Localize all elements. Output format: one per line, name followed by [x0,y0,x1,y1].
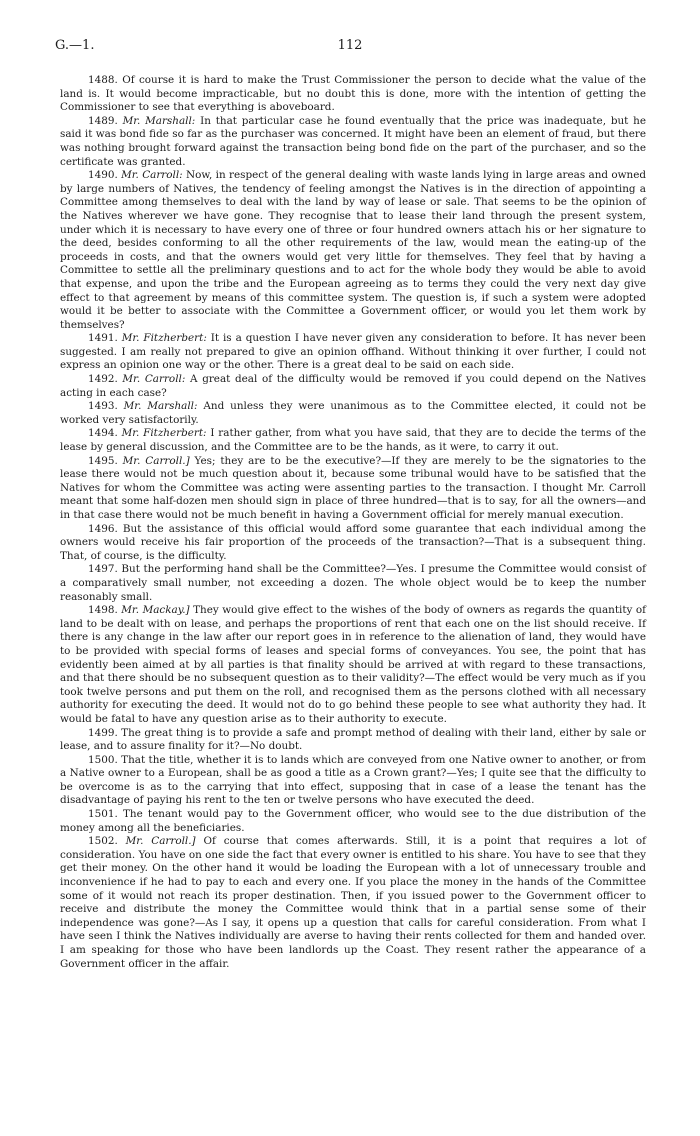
paragraph-text: But the assistance of this official would afford some guarantee that each individual among the owners would receive his fair proportion of the proceeds of the transaction?—That is a subsequent thing. That, of course, is the difficulty. [60,522,647,562]
paragraph [60,604,646,726]
paragraph [60,727,646,754]
paragraph [60,115,646,169]
question-number: 1491. [88,332,118,345]
paragraph-text: In that particular case he found eventually that the price was inadequate, but he said it was bond fide so far as the purchaser was concerned. It might have been an element of fraud, but there was nothing brought forward against the transaction being bond fide on the part of the purchaser, and so the certificate was granted. [60,114,646,168]
paragraph-text: But the performing hand shall be the Committee?—Yes. I presume the Committee would consist of a comparatively small number, not exceeding a dozen. The whole object would be to keep the number reasonably small. [60,563,646,603]
paragraph-text: Of course it is hard to make the Trust Commissioner the person to decide what the value of the land is. It would become impracticable, but no doubt this is done, more with the intention of getting the Commissioner to see that everything is aboveboard. [60,74,646,114]
paragraph-text: The tenant would pay to the Government officer, who would see to the due distribution of the money among all the beneficiaries. [60,808,646,834]
question-number: 1489. [88,114,118,127]
paragraph [60,808,646,835]
paragraph [60,427,646,454]
paragraph [60,400,646,427]
speaker: Mr. Carroll: [122,373,186,386]
question-number: 1502. [88,835,118,848]
page-header [55,38,645,58]
paragraph-text: Now, in respect of the general dealing with waste lands lying in large areas and owned by large numbers of Natives, the tendency of feeling amongst the Natives is in the direction of appointing a Committee among themselves to deal with the land by way of lease or sale. That seems to be the opinion of the Natives wherever we have gone. They recognise that to lease their land through the present system, under which it is necessary to have every one of three or four hundred owners attach his or her signature to the deed, besides conforming to all the other requirements of the law, would mean the eating-up of the proceeds in costs, and that the owners would get very little for themselves. They feel that by having a Committee to settle all the preliminary questions and to act for the whole body they would be able to avoid that expense, and upon the tribe and the European agreeing as to terms they could the very next day give effect to that agreement by means of this committee system. The question is, if such a system were adopted would it be better to associate with the Committee a Government officer, or would you let them work by themselves? [60,169,647,331]
paragraph-text: They would give effect to the wishes of the body of owners as regards the quantity of land to be dealt with on lease, and perhaps the proportions of rent that each one on the list should receive. If there is any change in the law after our report goes in in reference to the alienation of land, they would have to be provided with special forms of leases and special forms of conveyances. You see, the point that has evidently been aimed at by all parties is that finality should be arrived at with regard to these transactions, and that there should be no subsequent question as to their validity?—The effect would be very much as if you took twelve persons and put them on the roll, and recognised them as the persons clothed with all necessary authority for executing the deed. It would not do to go behind these people to see what authority they had. It would be fatal to have any question arise as to their authority to execute. [60,604,646,725]
speaker: Mr. Marshall: [122,114,196,127]
paragraph [60,835,646,971]
paragraph [60,332,646,373]
question-number: 1498. [88,604,118,617]
question-number: 1500. [88,753,118,766]
paragraph-text: Of course that comes afterwards. Still, it is a point that requires a lot of consideration. You have on one side the fact that every owner is entitled to his share. You have to see that they get their money. On the other hand it would be loading the European with a lot of unnecessary trouble and inconvenience if he had to pay to each and every one. If you place the money in the hands of the Committee some of it would not reach its proper destination. Then, if you issued power to the Government officer to receive and distribute the money the Committee would think that in a partial sense some of their independence was gone?—As I say, it opens up a question that calls for careful consideration. From what I have seen I think the Natives individually are averse to having their rents collected for them and handed over. I am speaking for those who have been landlords up the Coast. They resent rather the appearance of a Government officer in the affair. [60,835,646,970]
speaker: Mr. Mackay.] [121,604,190,617]
paragraph [60,169,646,332]
speaker: Mr. Fitzherbert: [121,332,207,345]
paragraph-text: I rather gather, from what you have said, that they are to decide the terms of the lease by general discussion, and the Committee are to be the hands, as it were, to carry it out. [60,427,646,454]
question-number: 1495. [88,454,118,467]
speaker: Mr. Carroll.] [122,454,190,467]
speaker: Mr. Carroll.] [125,835,196,848]
paragraph [60,523,646,564]
question-number: 1494. [88,427,118,440]
speaker: Mr. Carroll: [121,169,183,182]
question-number: 1496. [88,522,118,535]
paragraph [60,754,646,808]
paragraph-text: The great thing is to provide a safe and prompt method of dealing with their land, either by sale or lease, and to assure finality for it?—No doubt. [60,726,646,753]
question-number: 1492. [88,373,118,386]
paragraph [60,455,646,523]
page-number: 112 [337,38,363,53]
question-number: 1497. [88,563,118,576]
question-number: 1501. [88,808,118,821]
question-number: 1493. [88,400,118,413]
speaker: Mr. Fitzherbert: [121,427,207,440]
paragraph [60,563,646,604]
paragraph-text: That the title, whether it is to lands which are conveyed from one Native owner to another, or from a Native owner to a European, shall be as good a title as a Crown grant?—Yes; I quite see that the difficulty to be overcome is as to the carrying that into effect, supposing that in case of a lease the tenant has the disadvantage of paying his rent to the ten or twelve persons who have executed the deed. [60,753,646,807]
question-number: 1499. [88,726,118,739]
question-number: 1490. [88,169,118,182]
paragraph-text: And unless they were unanimous as to the Committee elected, it could not be worked very satisfactorily. [60,400,646,426]
body-text [60,74,646,971]
question-number: 1488. [88,74,118,86]
paragraph-text: A great deal of the difficulty would be removed if you could depend on the Natives acting in each case? [60,373,646,399]
series-label: G.—1. [55,38,95,53]
paragraph-text: It is a question I have never given any consideration to before. It has never been suggested. I am really not prepared to give an opinion offhand. Without thinking it over further, I could not express an opinion one way or the other. There is a great deal to be said on each side. [60,332,646,372]
speaker: Mr. Marshall: [123,400,198,413]
paragraph [60,74,646,115]
paragraph-text: Yes; they are to be the executive?—If they are merely to be the signatories to the lease there would not be much question about it, because some tribunal would have to be satisfied that the Natives for whom the Committee was acting were assenting parties to the transaction. I thought Mr. Carroll meant that some half-dozen men should sign in place of three hundred—that is to say, for all the owners—and in that case there would not be much benefit in having a Government official for merely manual execution. [60,454,646,521]
paragraph [60,373,646,400]
